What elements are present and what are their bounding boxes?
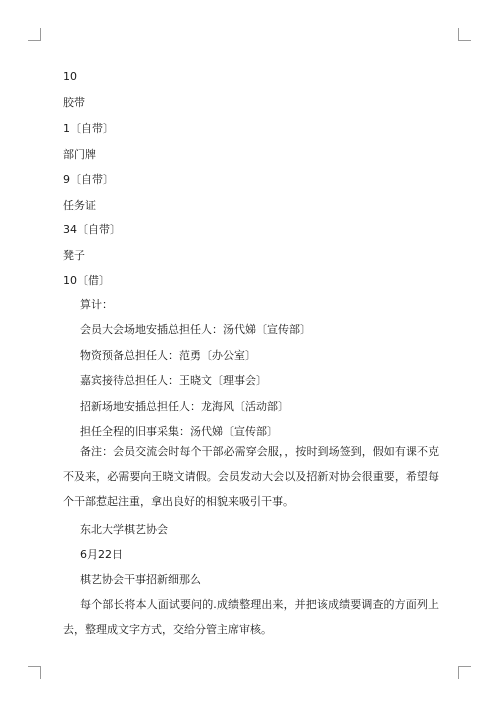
list-line: 算计： — [80, 298, 113, 311]
page-corner-mark-top-left — [28, 28, 41, 41]
page-corner-mark-top-right — [458, 28, 471, 41]
org-name: 东北大学棋艺协会 — [80, 523, 168, 536]
list-line: 嘉宾接待总担任人：王晓文〔理事会〕 — [80, 374, 267, 387]
list-line: 34〔自带〕 — [63, 223, 121, 236]
list-line: 担任全程的旧事采集：汤代娣〔宣传部〕 — [80, 425, 278, 438]
list-line: 9〔自带〕 — [63, 173, 114, 186]
list-line: 任务证 — [63, 199, 96, 212]
body-paragraph: 每个部长将本人面试要问的.成绩整理出来，并把该成绩要调查的方面列上去，整理成文字方式，交给分管主席审核。 — [63, 598, 439, 636]
date-line: 6月22日 — [80, 548, 123, 561]
page-corner-mark-bottom-left — [28, 666, 41, 679]
list-line: 胶带 — [63, 96, 85, 109]
list-line: 10〔借〕 — [63, 274, 110, 287]
page-corner-mark-bottom-right — [458, 666, 471, 679]
note-paragraph: 备注：会员交流会时每个干部必需穿会服，，按时到场签到，假如有课不克不及来，必需要向王晓文请假。会员发动大会以及招新对协会很重要，希望每个干部惹起注重，拿出良好的相貌来吸引干事。 — [63, 445, 439, 508]
list-line: 招新场地安插总担任人：龙海风〔活动部〕 — [80, 400, 289, 413]
section-heading: 棋艺协会干事招新细那么 — [80, 573, 201, 586]
list-line: 凳子 — [63, 249, 85, 262]
list-line: 部门牌 — [63, 148, 96, 161]
list-line: 会员大会场地安插总担任人：汤代娣〔宣传部〕 — [80, 323, 311, 336]
list-line: 物资预备总担任人：范勇〔办公室〕 — [80, 349, 256, 362]
list-line: 1〔自带〕 — [63, 122, 114, 135]
list-line: 10 — [63, 70, 77, 83]
